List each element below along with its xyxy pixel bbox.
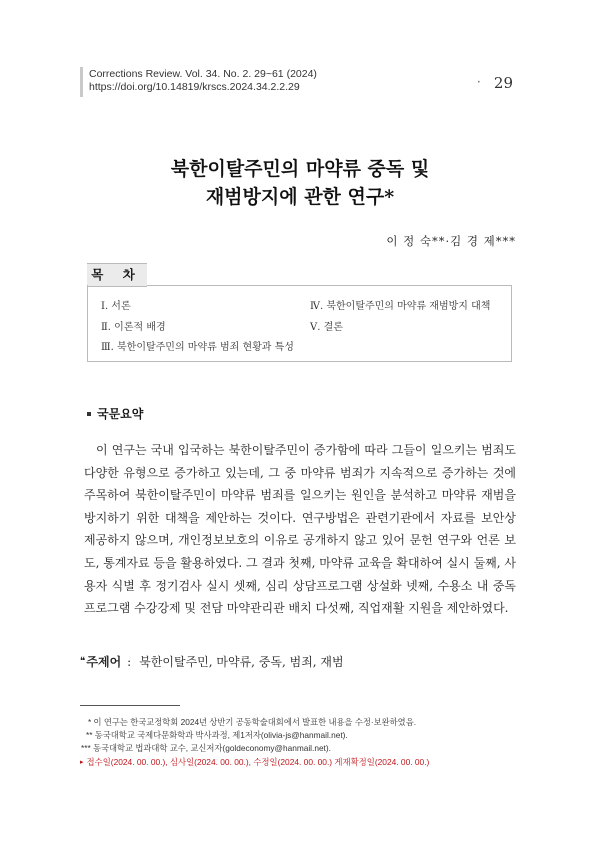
header-bar: [80, 67, 83, 97]
page-number: 29: [493, 74, 513, 92]
toc-item-5[interactable]: Ⅴ. 결론: [310, 322, 343, 333]
quote-mark-icon: ❝: [80, 656, 86, 667]
footnote-1: * 이 연구는 한국교정학회 2024년 상반기 공동학술대회에서 발표한 내용을 수정·보완하였음.: [88, 717, 417, 727]
dates-text: 접수일(2024. 00. 00.), 심사일(2024. 00. 00.), 수정일(2024. 00. 00.) 게재확정일(2024. 00. 00.): [86, 757, 430, 767]
journal-info: [89, 68, 317, 94]
triangle-marker-icon: ▸: [80, 759, 84, 766]
abstract-body: 이 연구는 국내 입국하는 북한이탈주민이 증가함에 따라 그들이 일으키는 범죄도 다양한 유형으로 증가하고 있는데, 그 중 마약류 범죄가 지속적으로 증가하는 것에 주목하여 북한이탈주민이 마약류 범죄를 일으키는 원인을 분석하고 마약류 재범을 방지하기 위한 대책을 제안하는 것이다. 연구방법은 관련기관에서 자료를 보안상 제공하지 않으며, 개인정보보호의 이유로 공개하지 않고 있어 문헌 연구와 언론 보도, 통계자료 등을 활용하였다. 그 결과 첫째, 마약류 교육을 확대하여 실시 둘째, 사용자 식별 후 정기검사 실시 셋째, 심리 상담프로그램 상설화 넷째, 수용소 내 중독프로그램 수강강제 및 전담 마약관리관 배치 다섯째, 직업재활 지원을 제안하였다.: [84, 443, 516, 616]
footnote-3: *** 동국대학교 법과대학 교수, 교신저자(goldeconomy@hanmail.net).: [81, 743, 331, 753]
abstract-heading: [87, 405, 143, 422]
page-mark: •: [477, 80, 480, 86]
footnote-2: ** 동국대학교 국제다문화학과 박사과정, 제1저자(olivia-js@hanmail.net).: [86, 730, 348, 740]
toc-item-2[interactable]: Ⅱ. 이론적 배경: [101, 322, 166, 333]
toc-item-3[interactable]: Ⅲ. 북한이탈주민의 마약류 범죄 현황과 특성: [101, 342, 294, 353]
toc-item-4[interactable]: Ⅳ. 북한이탈주민의 마약류 재범방지 대책: [310, 301, 491, 312]
page-number-area: [478, 74, 513, 92]
title-line-2: 재범방지에 관한 연구*: [205, 186, 395, 208]
submission-dates: [80, 756, 429, 768]
keywords: [80, 653, 344, 670]
square-bullet-icon: [87, 412, 91, 416]
journal-doi[interactable]: https://doi.org/10.14819/krscs.2024.34.2.2.29: [89, 81, 300, 93]
authors: 이 정 숙**·김 경 제***: [386, 234, 516, 248]
keywords-separator: :: [127, 654, 132, 669]
journal-citation: Corrections Review. Vol. 34. No. 2. 29~61 (2024): [89, 68, 317, 80]
toc-heading: 목 차: [87, 263, 147, 287]
title-line-1: 북한이탈주민의 마약류 중독 및: [170, 158, 430, 180]
footnote-rule: [80, 705, 180, 706]
abstract-heading-text: 국문요약: [97, 407, 144, 421]
keywords-text: 북한이탈주민, 마약류, 중독, 범죄, 재범: [139, 655, 344, 669]
keywords-label: 주제어: [86, 655, 122, 669]
paper-title: [0, 155, 600, 211]
toc-item-1[interactable]: Ⅰ. 서론: [101, 301, 131, 312]
